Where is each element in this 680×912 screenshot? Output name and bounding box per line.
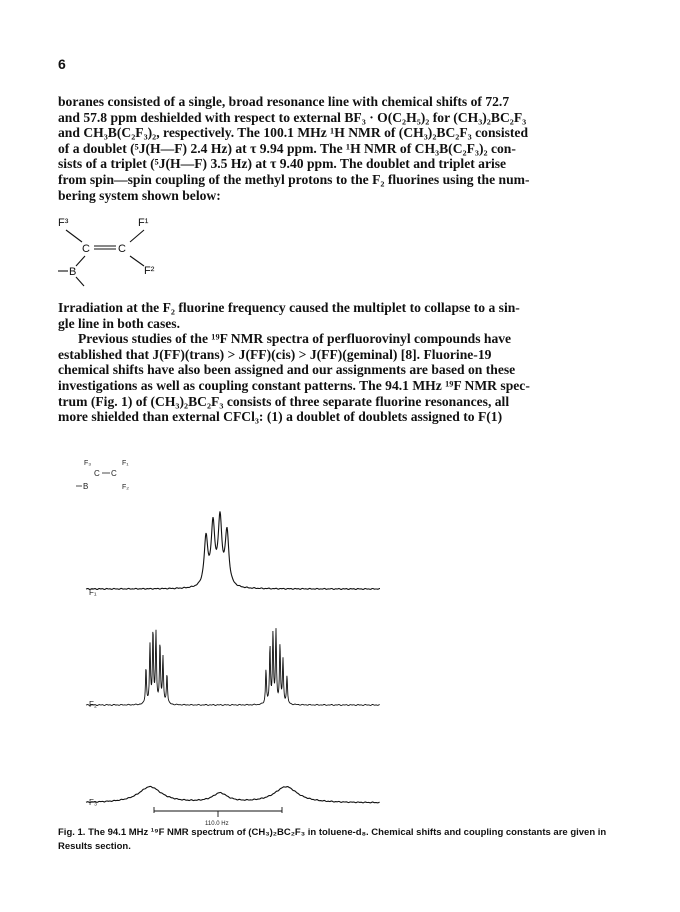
text-line: chemical shifts have also been assigned and our assignments are based on these <box>58 362 516 378</box>
trace-f2-multiplet <box>86 628 380 705</box>
text-line: gle line in both cases. <box>58 315 180 331</box>
label-c-left: C <box>82 243 90 255</box>
label-boron: B <box>69 266 77 278</box>
text-line: investigations as well as coupling constant patterns. The 94.1 MHz ¹⁹F NMR spec- <box>58 377 530 393</box>
bond-c-b <box>76 256 85 266</box>
scale-bar <box>154 807 282 817</box>
label-f2: F² <box>144 265 155 277</box>
nmr-spectrum-figure <box>50 455 380 825</box>
bond-c-f2 <box>130 256 144 266</box>
text-line: Irradiation at the F₂ fluorine frequency caused the multiplet to collapse to a sin- <box>58 300 520 315</box>
trace-label-f3: F₃ <box>89 798 98 807</box>
paragraph-fluorine-assignments <box>58 300 623 425</box>
page-number: 6 <box>58 56 66 72</box>
inset-label-c1: C <box>94 469 100 478</box>
text-line: and 57.8 ppm deshielded with respect to external BF₃ · O(C₂H₅)₂ for (CH₃)₂BC₂F₃ <box>58 109 527 125</box>
bond-f3-c <box>66 230 82 242</box>
label-f3: F³ <box>58 217 69 229</box>
inset-label-f3: F₃ <box>84 460 92 467</box>
inset-label-b: B <box>83 482 89 491</box>
text-line: trum (Fig. 1) of (CH₃)₂BC₂F₃ consists of three separate fluorine resonances, all <box>58 393 510 409</box>
bond-b-lower <box>76 277 84 286</box>
label-c-right: C <box>118 243 126 255</box>
text-line: from spin—spin coupling of the methyl protons to the F₂ fluorines using the num- <box>58 171 530 187</box>
inset-label-f2: F₂ <box>122 484 129 491</box>
trace-label-f1: F₁ <box>89 588 97 597</box>
text-line: of a doublet (⁵J(H—F) 2.4 Hz) at τ 9.94 ppm. The ¹H NMR of CH₃B(C₂F₃)₂ con- <box>58 140 516 156</box>
text-line: bering system shown below: <box>58 187 221 203</box>
paragraph-borane-shifts <box>58 94 623 203</box>
text-line: more shielded than external CFCl₃: (1) a doublet of doublets assigned to F(1) <box>58 409 503 425</box>
inset-label-f1: F₁ <box>122 460 129 467</box>
text-line: Previous studies of the ¹⁹F NMR spectra of perfluorovinyl compounds have <box>78 331 512 347</box>
inset-label-c2: C <box>111 469 117 478</box>
label-f1: F¹ <box>138 217 149 229</box>
figure-caption: Fig. 1. The 94.1 MHz ¹⁹F NMR spectrum of (CH₃)₂BC₂F₃ in toluene-d₈. Chemical shifts and coupling constants are given in Results section. <box>58 827 607 852</box>
trace-f3-broad <box>86 786 380 802</box>
scale-label: 110.0 Hz <box>205 821 229 825</box>
text-line: sists of a triplet (⁵J(H—F) 3.5 Hz) at τ 9.40 ppm. The doublet and triplet arise <box>58 156 507 172</box>
bond-f1-c <box>130 230 144 242</box>
numbering-structure-diagram <box>52 214 172 294</box>
text-line: established that J(FF)(trans) > J(FF)(cis) > J(FF)(geminal) [8]. Fluorine-19 <box>58 346 492 362</box>
trace-f1-multiplet <box>86 511 380 589</box>
text-line: and CH₃B(C₂F₃)₂, respectively. The 100.1 MHz ¹H NMR of (CH₃)₂BC₂F₃ consisted <box>58 125 529 141</box>
text-line: boranes consisted of a single, broad resonance line with chemical shifts of 72.7 <box>58 94 510 109</box>
trace-label-f2: F₂ <box>89 700 97 709</box>
figure-inset-structure <box>76 460 129 491</box>
